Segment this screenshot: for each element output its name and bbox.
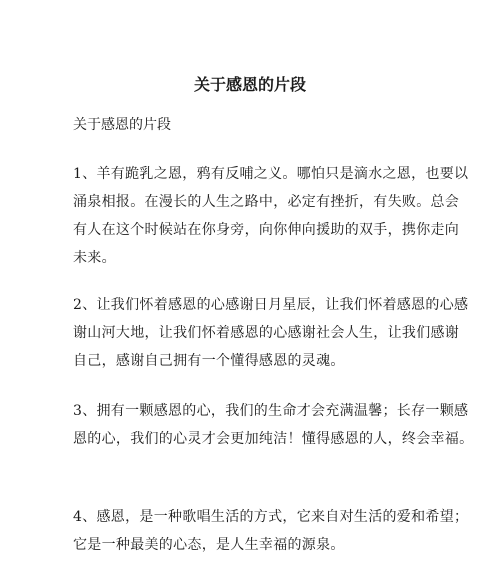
paragraph-1: [73, 160, 469, 272]
document-subtitle: 关于感恩的片段: [73, 117, 171, 133]
paragraph-line: 涌泉相报。在漫长的人生之路中，必定有挫折，有失败。总会: [73, 194, 460, 210]
paragraph-line: 2、让我们怀着感恩的心感谢日月星辰，让我们怀着感恩的心感: [73, 297, 469, 313]
paragraph-line: 谢山河大地，让我们怀着感恩的心感谢社会人生，让我们感谢: [73, 325, 460, 341]
paragraph-3: [73, 397, 474, 453]
paragraph-line: 未来。: [73, 250, 116, 266]
paragraph-line: 恩的心，我们的心灵才会更加纯洁！懂得感恩的人，终会幸福。: [73, 431, 474, 447]
paragraph-line: 它是一种最美的心态，是人生幸福的源泉。: [73, 537, 345, 553]
paragraph-2: [73, 291, 469, 375]
paragraph-line: 有人在这个时候站在你身旁，向你伸向援助的双手，携你走向: [73, 222, 460, 238]
paragraph-line: 3、拥有一颗感恩的心，我们的生命才会充满温馨；长存一颗感: [73, 403, 469, 419]
paragraph-line: 1、羊有跪乳之恩，鸦有反哺之义。哪怕只是滴水之恩，也要以: [73, 166, 469, 182]
paragraph-4: [73, 503, 469, 559]
paragraph-line: 4、感恩，是一种歌唱生活的方式，它来自对生活的爱和希望；: [73, 509, 469, 525]
paragraph-line: 自己，感谢自己拥有一个懂得感恩的灵魂。: [73, 353, 345, 369]
document-title: 关于感恩的片段: [193, 75, 306, 94]
